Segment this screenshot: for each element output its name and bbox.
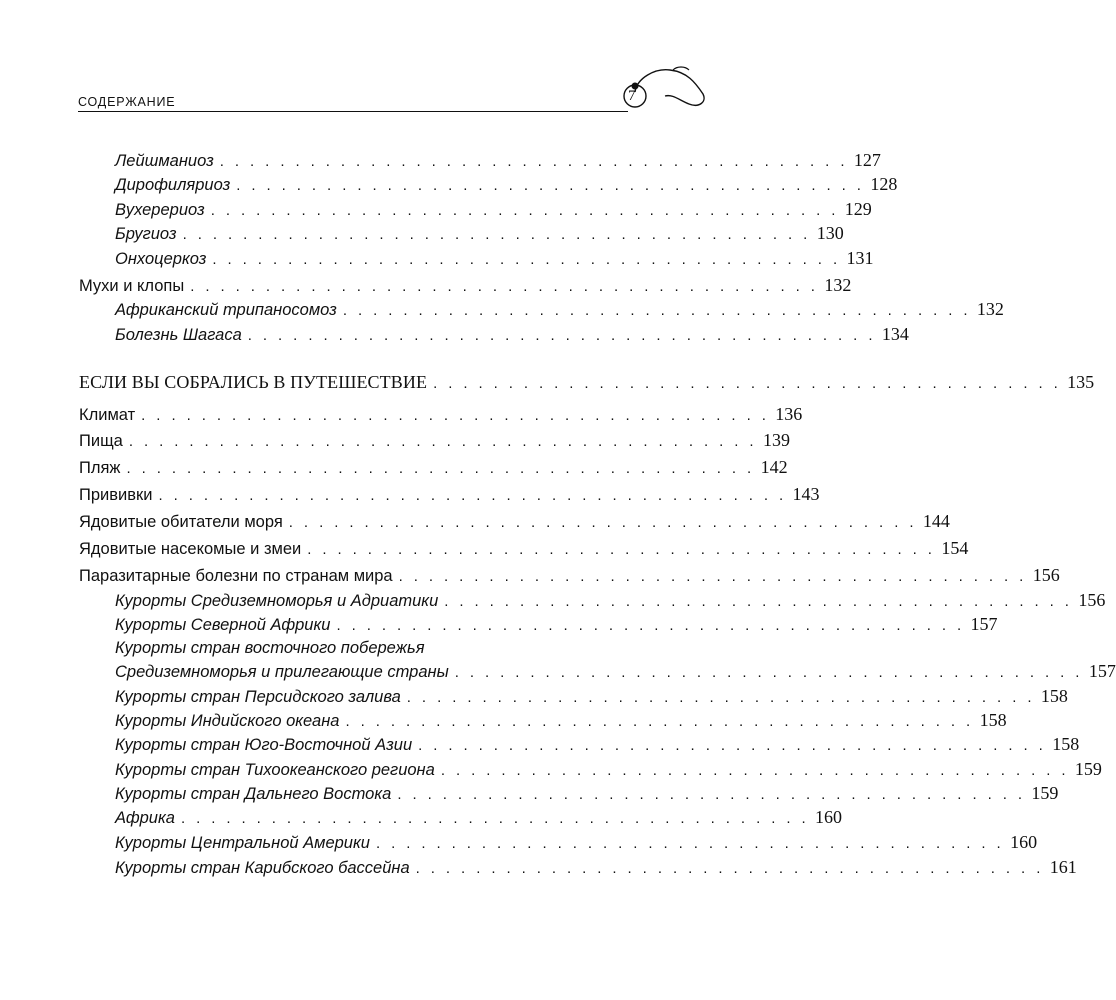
- toc-entry[interactable]: [79, 455, 788, 479]
- toc-entry[interactable]: [115, 197, 872, 221]
- toc-section-entry[interactable]: [79, 370, 1095, 394]
- toc-entry[interactable]: [115, 830, 1038, 854]
- toc-entry[interactable]: [115, 221, 844, 245]
- leader-dots: . . . . . . . . . . . . . . . . . . . . . . . . . . . . . . . . . . . . . . . . . .: [158, 487, 787, 504]
- toc-label: Дирофиляриоз: [115, 176, 231, 194]
- toc-page: 134: [881, 324, 909, 344]
- leader-dots: . . . . . . . . . . . . . . . . . . . . . . . . . . . . . . . . . . . . . . . . . .: [342, 302, 971, 319]
- toc-page: 156: [1032, 565, 1060, 585]
- toc-label: Курорты Индийского океана: [115, 712, 340, 730]
- leader-dots: . . . . . . . . . . . . . . . . . . . . . . . . . . . . . . . . . . . . . . . . . .: [180, 810, 810, 827]
- toc-page: 159: [1031, 783, 1059, 803]
- leader-dots: . . . . . . . . . . . . . . . . . . . . . . . . . . . . . . . . . . . . . . . . . .: [345, 713, 974, 730]
- toc-entry[interactable]: [115, 708, 1007, 732]
- toc-label: Мухи и клопы: [79, 277, 185, 295]
- toc-label: Прививки: [79, 486, 153, 504]
- toc-entry[interactable]: [79, 402, 803, 426]
- toc-label: Пляж: [79, 459, 121, 477]
- toc-page: 159: [1074, 759, 1102, 779]
- leader-dots: . . . . . . . . . . . . . . . . . . . . . . . . . . . . . . . . . . . . . . . . . .: [210, 202, 839, 219]
- toc-label: Паразитарные болезни по странам мира: [79, 567, 393, 585]
- leader-dots: . . . . . . . . . . . . . . . . . . . . . . . . . . . . . . . . . . . . . . . . . .: [433, 375, 1062, 392]
- toc-entry[interactable]: [115, 612, 998, 636]
- header-title: СОДЕРЖАНИЕ: [78, 95, 176, 109]
- toc-page: 132: [824, 275, 852, 295]
- toc-page: 132: [976, 299, 1004, 319]
- leader-dots: . . . . . . . . . . . . . . . . . . . . . . . . . . . . . . . . . . . . . . . . . .: [375, 835, 1005, 852]
- toc-entry[interactable]: [115, 246, 874, 270]
- toc-page: 139: [762, 430, 790, 450]
- toc-page: 154: [941, 538, 969, 558]
- toc-page: 160: [1010, 832, 1038, 852]
- toc-label: Курорты стран Тихоокеанского региона: [115, 761, 435, 779]
- toc-label: Курорты стран Карибского бассейна: [115, 859, 410, 877]
- toc-page: 130: [816, 223, 844, 243]
- toc-label: Курорты стран Персидского залива: [115, 688, 401, 706]
- toc-page: 142: [760, 457, 788, 477]
- toc-page: 157: [1088, 661, 1116, 681]
- toc-entry[interactable]: [115, 172, 898, 196]
- toc-page: 136: [775, 404, 803, 424]
- toc-page: 144: [922, 511, 950, 531]
- leader-dots: . . . . . . . . . . . . . . . . . . . . . . . . . . . . . . . . . . . . . . . . . .: [141, 407, 770, 424]
- toc-label-line1: Курорты стран восточного побережья: [115, 639, 425, 657]
- toc-entry[interactable]: [79, 536, 969, 560]
- toc-label: Курорты стран Юго-Восточной Азии: [115, 736, 413, 754]
- leader-dots: . . . . . . . . . . . . . . . . . . . . . . . . . . . . . . . . . . . . . . . . . .: [336, 617, 965, 634]
- leader-dots: . . . . . . . . . . . . . . . . . . . . . . . . . . . . . . . . . . . . . . . . . .: [212, 251, 841, 268]
- toc-page: 157: [970, 614, 998, 634]
- toc-page: 131: [846, 248, 874, 268]
- leader-dots: . . . . . . . . . . . . . . . . . . . . . . . . . . . . . . . . . . . . . . . . . .: [397, 786, 1026, 803]
- toc-entry[interactable]: [115, 805, 843, 829]
- toc-label: Африка: [115, 809, 175, 827]
- leader-dots: . . . . . . . . . . . . . . . . . . . . . . . . . . . . . . . . . . . . . . . . . .: [418, 737, 1047, 754]
- leader-dots: . . . . . . . . . . . . . . . . . . . . . . . . . . . . . . . . . . . . . . . . . .: [190, 278, 819, 295]
- leader-dots: . . . . . . . . . . . . . . . . . . . . . . . . . . . . . . . . . . . . . . . . . .: [415, 860, 1044, 877]
- header-rule: [78, 111, 628, 112]
- toc-entry[interactable]: [79, 273, 852, 297]
- toc-page: 160: [815, 807, 843, 827]
- leader-dots: . . . . . . . . . . . . . . . . . . . . . . . . . . . . . . . . . . . . . . . . . .: [247, 327, 876, 344]
- toc-label: Бругиоз: [115, 225, 177, 243]
- toc-label: Пища: [79, 432, 123, 450]
- toc-page: 127: [853, 150, 881, 170]
- toc-page: 135: [1067, 372, 1095, 392]
- toc-label: Курорты Средиземноморья и Адриатики: [115, 592, 439, 610]
- running-header: [78, 92, 628, 114]
- toc-label: Ядовитые обитатели моря: [79, 513, 283, 531]
- toc-label: Климат: [79, 406, 136, 424]
- toc-entry[interactable]: [115, 732, 1080, 756]
- toc-label: Курорты стран Дальнего Востока: [115, 785, 392, 803]
- leader-dots: . . . . . . . . . . . . . . . . . . . . . . . . . . . . . . . . . . . . . . . . . .: [444, 593, 1073, 610]
- toc-entry[interactable]: [115, 684, 1068, 708]
- toc-page: 143: [792, 484, 820, 504]
- toc-label: Онхоцеркоз: [115, 250, 207, 268]
- toc-page: 129: [844, 199, 872, 219]
- leader-dots: . . . . . . . . . . . . . . . . . . . . . . . . . . . . . . . . . . . . . . . . . .: [219, 153, 848, 170]
- toc-entry[interactable]: [115, 781, 1059, 805]
- toc-label: Болезнь Шагаса: [115, 326, 242, 344]
- toc-entry[interactable]: [79, 563, 1060, 587]
- toc-label: Средиземноморья и прилегающие страны: [115, 663, 449, 681]
- toc-entry[interactable]: [79, 482, 820, 506]
- toc-label: Ядовитые насекомые и змеи: [79, 540, 302, 558]
- toc-entry[interactable]: [115, 297, 1004, 321]
- toc-entry[interactable]: [115, 588, 1106, 612]
- toc-entry[interactable]: [79, 509, 950, 533]
- toc-entry[interactable]: [79, 428, 790, 452]
- leader-dots: . . . . . . . . . . . . . . . . . . . . . . . . . . . . . . . . . . . . . . . . . .: [440, 762, 1069, 779]
- leader-dots: . . . . . . . . . . . . . . . . . . . . . . . . . . . . . . . . . . . . . . . . . .: [182, 226, 811, 243]
- toc-page: 158: [979, 710, 1007, 730]
- toc-label: Курорты Центральной Америки: [115, 834, 370, 852]
- toc-entry[interactable]: [115, 757, 1102, 781]
- leader-dots: . . . . . . . . . . . . . . . . . . . . . . . . . . . . . . . . . . . . . . . . . .: [126, 460, 755, 477]
- leader-dots: . . . . . . . . . . . . . . . . . . . . . . . . . . . . . . . . . . . . . . . . . .: [406, 689, 1035, 706]
- toc-label: Африканский трипаносомоз: [115, 301, 337, 319]
- leader-dots: . . . . . . . . . . . . . . . . . . . . . . . . . . . . . . . . . . . . . . . . . .: [454, 664, 1083, 681]
- leader-dots: . . . . . . . . . . . . . . . . . . . . . . . . . . . . . . . . . . . . . . . . . .: [307, 541, 936, 558]
- leader-dots: . . . . . . . . . . . . . . . . . . . . . . . . . . . . . . . . . . . . . . . . . .: [398, 568, 1027, 585]
- leader-dots: . . . . . . . . . . . . . . . . . . . . . . . . . . . . . . . . . . . . . . . . . .: [236, 177, 865, 194]
- toc-entry[interactable]: [115, 322, 909, 346]
- toc-label: Курорты Северной Африки: [115, 616, 331, 634]
- toc-page: 156: [1078, 590, 1106, 610]
- leader-dots: . . . . . . . . . . . . . . . . . . . . . . . . . . . . . . . . . . . . . . . . . .: [288, 514, 917, 531]
- toc-label: Вухерериоз: [115, 201, 205, 219]
- toc-section-label: ЕСЛИ ВЫ СОБРАЛИСЬ В ПУТЕШЕСТВИЕ: [79, 372, 428, 392]
- toc-page: 128: [870, 174, 898, 194]
- toc-page: 158: [1052, 734, 1080, 754]
- toc-label: Лейшманиоз: [115, 152, 214, 170]
- toc-entry[interactable]: [115, 148, 881, 172]
- page-number: 7: [628, 88, 636, 104]
- toc-entry[interactable]: [115, 855, 1077, 879]
- toc-page: 158: [1040, 686, 1068, 706]
- toc-page: 161: [1049, 857, 1077, 877]
- toc-entry[interactable]: [115, 659, 1116, 683]
- leader-dots: . . . . . . . . . . . . . . . . . . . . . . . . . . . . . . . . . . . . . . . . . .: [128, 433, 757, 450]
